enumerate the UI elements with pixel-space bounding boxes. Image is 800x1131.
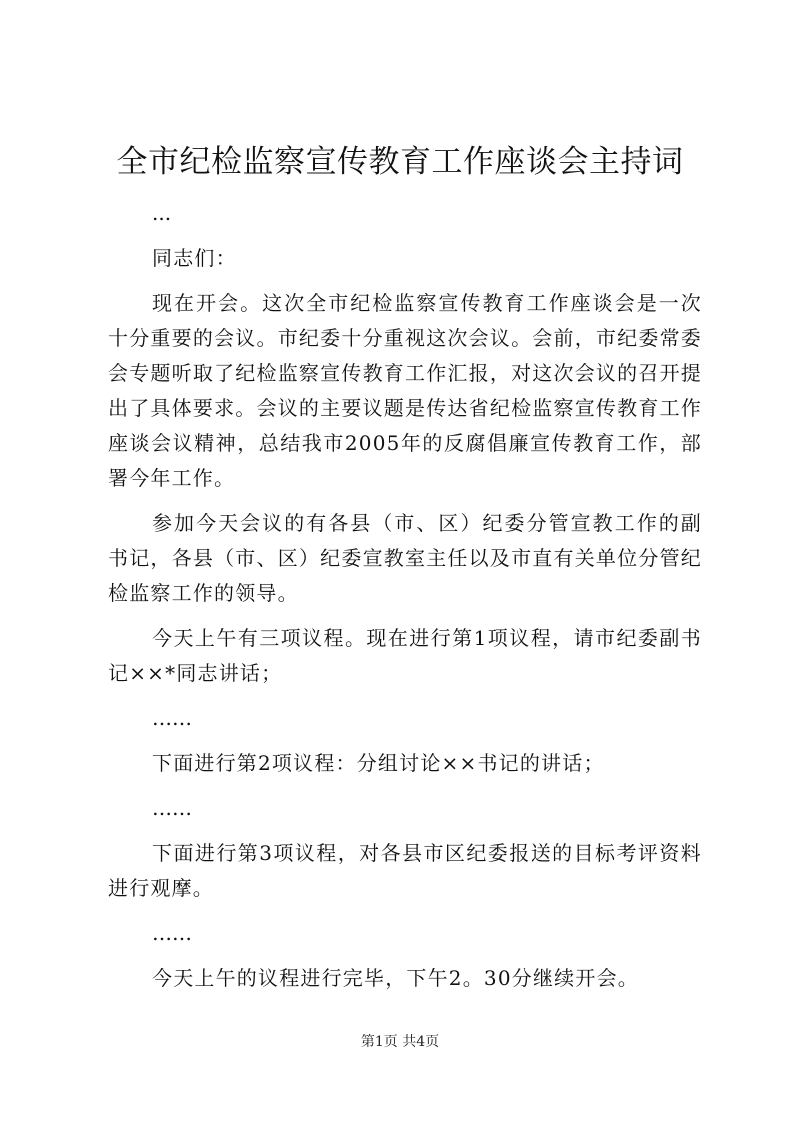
paragraph-ellipsis-top: ... [152,201,172,225]
paragraph-ellipsis-1: …… [152,706,192,730]
document-body [108,196,702,1006]
paragraph-closing: 今天上午的议程进行完毕，下午2。30分继续开会。 [152,966,639,990]
document-title: 全市纪检监察宣传教育工作座谈会主持词 [116,144,684,180]
paragraph-ellipsis-3: …… [152,921,192,945]
paragraph-agenda-3: 下面进行第3项议程，对各县市区纪委报送的目标考评资料进行观摩。 [108,841,702,900]
paragraph-agenda-1: 今天上午有三项议程。现在进行第1项议程，请市纪委副书记××*同志讲话； [108,626,702,685]
paragraph-agenda-2: 下面进行第2项议程：分组讨论××书记的讲话； [152,751,605,775]
paragraph-salutation: 同志们： [152,246,237,270]
paragraph-opening: 现在开会。这次全市纪检监察宣传教育工作座谈会是一次十分重要的会议。市纪委十分重视这次会议。会前，市纪委常委会专题听取了纪检监察宣传教育工作汇报，对这次会议的召开提出了具体要求。会议的主要议题是传达省纪检监察宣传教育工作座谈会议精神，总结我市2005年的反腐倡廉宣传教育工作，部署今年工作。 [108,291,702,490]
page-number-footer: 第1页 共4页 [360,1034,440,1050]
paragraph-attendees: 参加今天会议的有各县（市、区）纪委分管宣教工作的副书记，各县（市、区）纪委宣教室主任以及市直有关单位分管纪检监察工作的领导。 [108,511,702,605]
paragraph-ellipsis-2: …… [152,796,192,820]
